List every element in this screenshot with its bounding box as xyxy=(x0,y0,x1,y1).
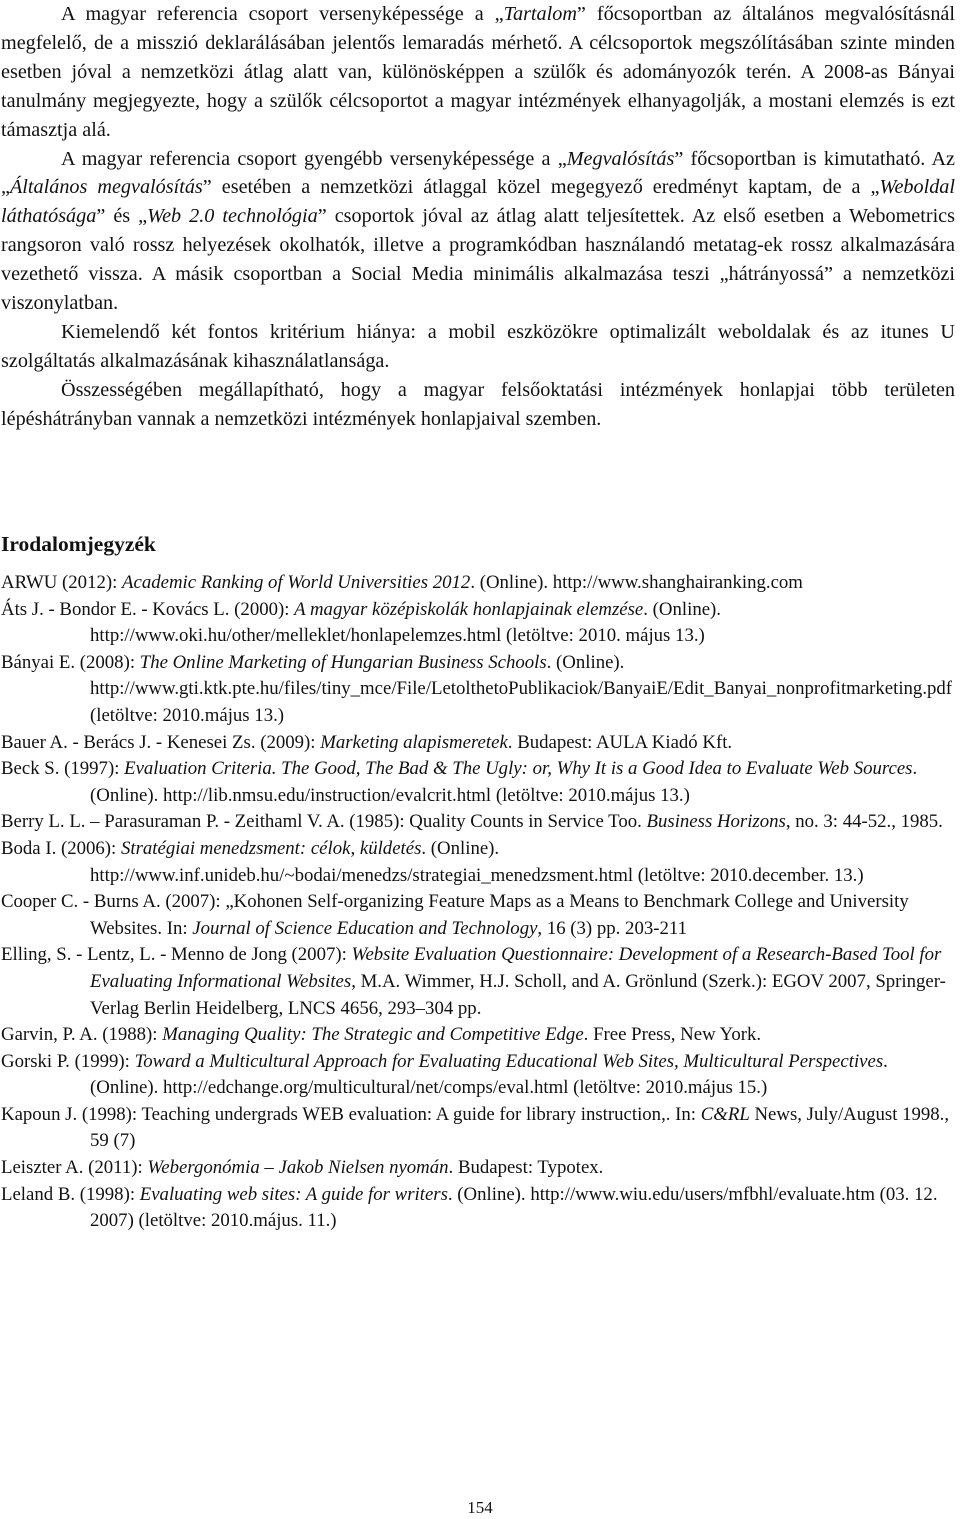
paragraph xyxy=(1,376,955,434)
reference-title: Webergonómia – Jakob Nielsen nyomán xyxy=(147,1157,449,1179)
reference-entry xyxy=(1,1155,957,1182)
reference-text: ARWU (2012): xyxy=(1,572,123,593)
text-run: Összességében megállapítható, hogy a magyar felsőoktatási intézmények honlapjai több területen lépéshátrányban vannak a nemzetközi intézmények honlapjaival szemben. xyxy=(1,378,955,430)
reference-text: Leiszter A. (2011): xyxy=(1,1157,148,1179)
reference-text: . (Online). http://www.gti.ktk.pte.hu/files/tiny_mce/File/LetolthetoPublikaciok/BanyaiE/Edit_Banyai_nonprofitmarketing.pdf (letöltve: 2010.május 13.) xyxy=(90,651,953,726)
reference-entry xyxy=(1,942,957,1022)
reference-title: Business Horizons xyxy=(646,811,786,833)
reference-text: . (Online). http://edchange.org/multicultural/net/comps/eval.html (letöltve: 2010.május 15.) xyxy=(90,1050,888,1099)
text-run: A magyar referencia csoport versenyképessége a „ xyxy=(61,3,504,25)
reference-text: . Budapest: AULA Kiadó Kft. xyxy=(507,731,733,753)
reference-text: Boda I. (2006): xyxy=(1,837,121,859)
reference-text: . Budapest: Typotex. xyxy=(448,1157,604,1179)
reference-text: Bányai E. (2008): xyxy=(1,651,140,673)
reference-title: Managing Quality: The Strategic and Competitive Edge xyxy=(162,1024,584,1046)
reference-text: . Free Press, New York. xyxy=(583,1024,762,1046)
reference-text: Áts J. - Bondor E. - Kovács L. (2000): xyxy=(1,598,295,620)
reference-text: , 16 (3) pp. 203-211 xyxy=(537,917,687,939)
text-run-italic: Web 2.0 technológia xyxy=(147,205,318,228)
reference-entry xyxy=(1,756,957,809)
reference-text: Leland B. (1998): xyxy=(1,1183,140,1205)
reference-title: The Online Marketing of Hungarian Business Schools xyxy=(139,651,547,673)
reference-text: . (Online). http://www.oki.hu/other/melleklet/honlapelemzes.html (letöltve: 2010. május 13.) xyxy=(90,598,721,647)
reference-title: C&RL xyxy=(700,1103,750,1125)
reference-text: . (Online). http://www.inf.unideb.hu/~bodai/menedzs/strategiai_menedzsment.html (letöltve: 2010.december. 13.) xyxy=(90,837,864,886)
reference-text: Beck S. (1997): xyxy=(1,758,125,780)
text-run: ” esetében a nemzetközi átlaggal közel megegyező eredményt kaptam, de a „ xyxy=(202,176,880,199)
text-run: ” főcsoportban is kimutatható. Az „ xyxy=(1,147,955,199)
reference-entry xyxy=(1,1022,957,1049)
reference-text: Berry L. L. – Parasuraman P. - Zeithaml V. A. (1985): Quality Counts in Service Too. xyxy=(1,811,647,833)
body-text xyxy=(1,0,955,434)
reference-text: Elling, S. - Lentz, L. - Menno de Jong (2007): xyxy=(1,944,352,966)
reference-text: , M.A. Wimmer, H.J. Scholl, and A. Grönlund (Szerk.): EGOV 2007, Springer-Verlag Berlin Heidelberg, LNCS 4656, 293–304 pp. xyxy=(90,970,946,1019)
reference-title: Journal of Science Education and Technology xyxy=(192,917,538,939)
reference-text: Gorski P. (1999): xyxy=(1,1050,135,1072)
reference-entry xyxy=(1,836,957,889)
reference-entry xyxy=(1,730,957,757)
reference-entry xyxy=(1,1102,957,1155)
text-run: ” főcsoportban az általános megvalósításnál megfelelő, de a misszió deklarálásában jelentős lemaradás mérhető. A célcsoportok megszólításában szinte minden esetben jóval a nemzetközi átlag alatt van, különösképpen a szülők és adományozók terén. A 2008-as Bányai tanulmány megjegyezte, hogy a szülők célcsoportot a magyar intézmények elhanyagolják, a mostani elemzés is ezt támasztja alá. xyxy=(1,3,955,141)
reference-text: Garvin, P. A. (1988): xyxy=(1,1024,163,1046)
text-run: ” csoportok jóval az átlag alatt teljesítettek. Az első esetben a Webometrics rangsoron való rossz helyezések okolhatók, illetve a programkódban használandó metatag-ek rossz alkalmazására vezethető vissza. A másik csoportban a Social Media minimális alkalmazása teszi „hátrányossá” a nemzetközi viszonylatban. xyxy=(1,205,955,315)
reference-title: Evaluating web sites: A guide for writers xyxy=(139,1183,448,1205)
reference-text: . (Online). http://lib.nmsu.edu/instruction/evalcrit.html (letöltve: 2010.május 13.) xyxy=(90,758,918,806)
reference-entry xyxy=(1,597,957,650)
reference-text: , no. 3: 44-52., 1985. xyxy=(785,811,943,833)
paragraph xyxy=(1,0,955,145)
text-run-italic: Tartalom xyxy=(503,3,577,25)
bibliography-list xyxy=(1,570,957,1235)
reference-text: . (Online). http://www.wiu.edu/users/mfbhl/evaluate.htm (03. 12. 2007) (letöltve: 2010.május. 11.) xyxy=(90,1183,938,1232)
text-run: ” és „ xyxy=(96,205,148,228)
reference-entry xyxy=(1,570,957,597)
reference-title: A magyar középiskolák honlapjainak elemzése xyxy=(294,598,644,620)
page-number: 154 xyxy=(467,1498,493,1517)
reference-title: Toward a Multicultural Approach for Evaluating Educational Web Sites, Multicultural Perspectives xyxy=(134,1050,884,1072)
reference-title: Website Evaluation Questionnaire: Development of a Research-Based Tool for Evaluating Informational Websites xyxy=(90,944,942,992)
paragraph xyxy=(1,318,955,376)
text-run-italic: Megvalósítás xyxy=(566,147,675,170)
text-run: Kiemelendő két fontos kritérium hiánya: a mobil eszközökre optimalizált weboldalak és az itunes U szolgáltatás alkalmazásának kihasználatlansága. xyxy=(1,320,955,372)
reference-text: Bauer A. - Berács J. - Kenesei Zs. (2009): xyxy=(1,731,321,753)
reference-entry xyxy=(1,889,957,942)
text-run-italic: Weboldal láthatósága xyxy=(1,176,955,228)
reference-title: Marketing alapismeretek xyxy=(320,731,508,753)
reference-title: Evaluation Criteria. The Good, The Bad & The Ugly: or, Why It is a Good Idea to Evaluate Web Sources xyxy=(124,758,913,780)
text-run: A magyar referencia csoport gyengébb versenyképessége a „ xyxy=(61,147,567,170)
reference-title: Stratégiai menedzsment: célok, küldetés xyxy=(120,837,422,859)
paragraph xyxy=(1,145,955,318)
reference-text: Kapoun J. (1998): Teaching undergrads WEB evaluation: A guide for library instruction,. In: xyxy=(1,1103,701,1125)
reference-title: Academic Ranking of World Universities 2012 xyxy=(122,572,471,593)
reference-entry xyxy=(1,650,957,730)
text-run-italic: Általános megvalósítás xyxy=(9,176,203,199)
bibliography-heading: Irodalomjegyzék xyxy=(1,532,156,556)
reference-entry xyxy=(1,1049,957,1102)
reference-entry xyxy=(1,1182,957,1235)
reference-text: News, July/August 1998., 59 (7) xyxy=(90,1103,950,1152)
reference-text: . (Online). http://www.shanghairanking.com xyxy=(470,572,803,593)
reference-entry xyxy=(1,809,957,836)
reference-text: Cooper C. - Burns A. (2007): „Kohonen Self-organizing Feature Maps as a Means to Benchmark College and University Websites. In: xyxy=(1,891,909,939)
